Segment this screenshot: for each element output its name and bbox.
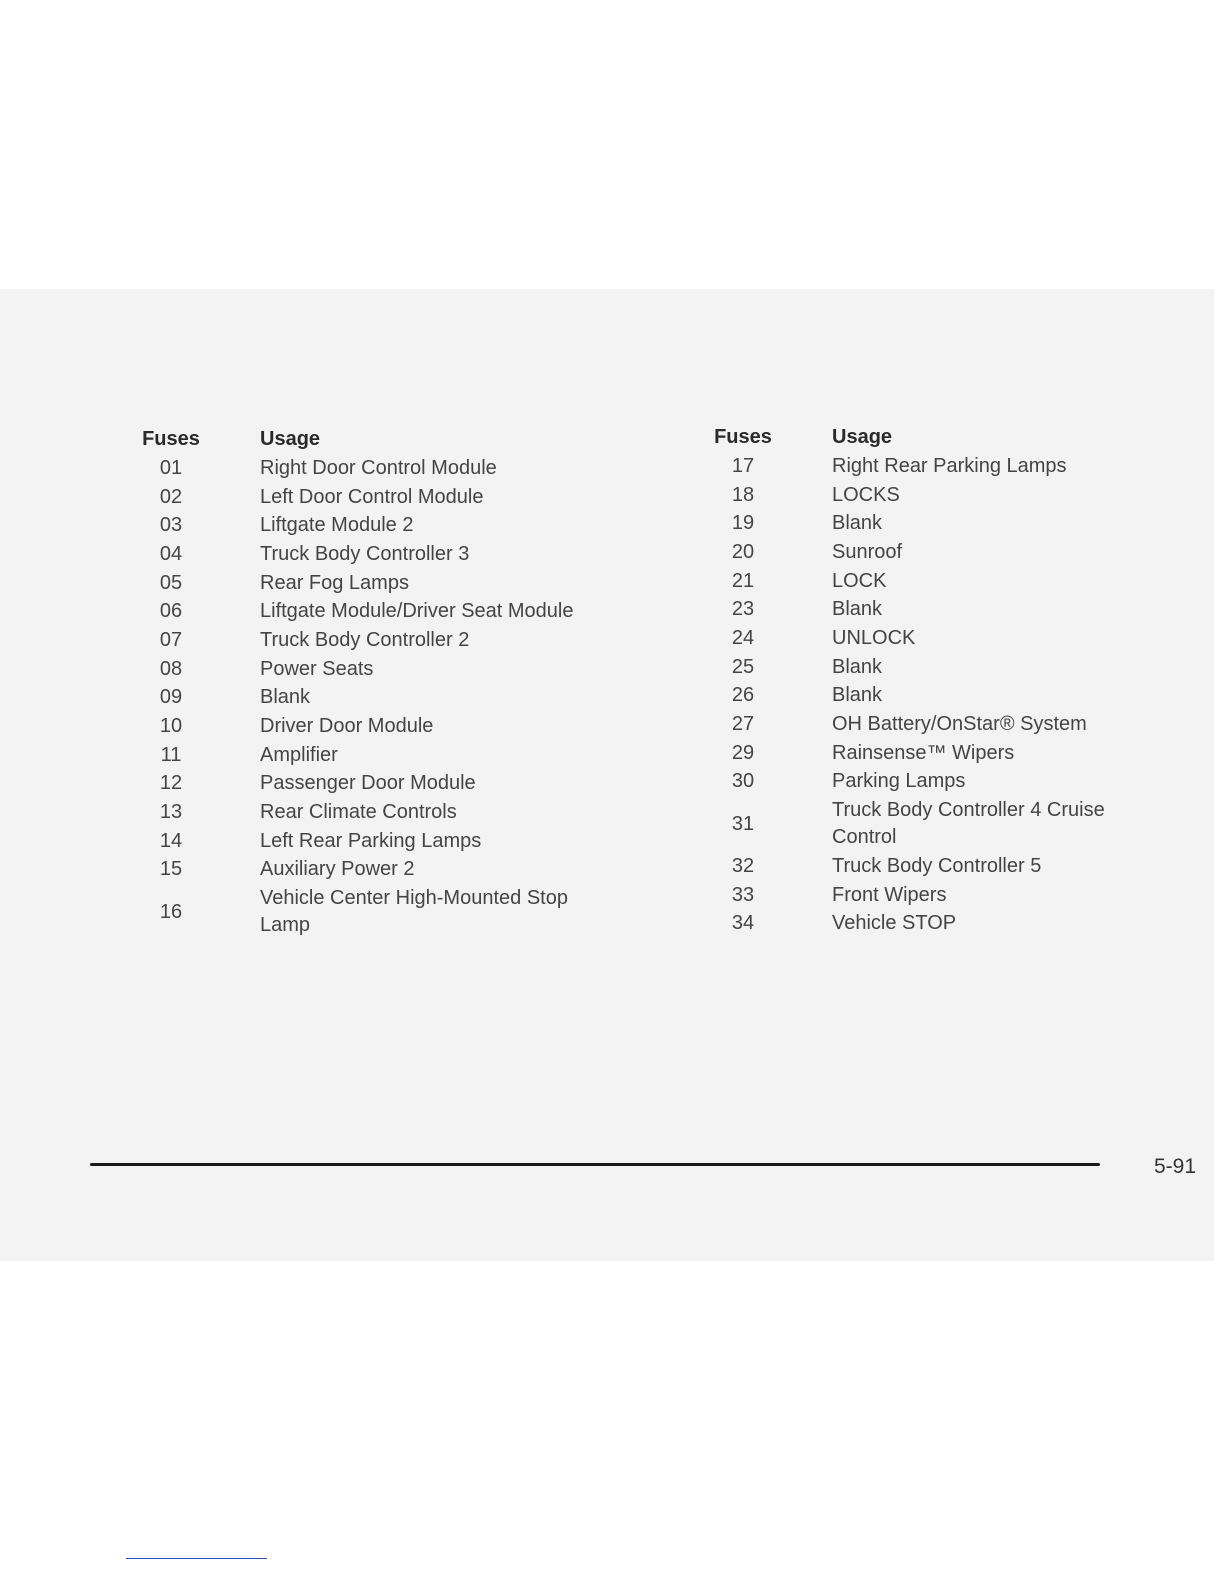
table-row [136, 511, 610, 540]
fuse-number: 31 [731, 812, 755, 835]
fuse-usage: Rainsense™ Wipers [832, 741, 1015, 764]
table-row [136, 741, 610, 770]
table-row [708, 653, 1142, 682]
table-row [136, 798, 610, 827]
table-row [136, 827, 610, 856]
fuse-number: 33 [731, 883, 755, 906]
fuse-number: 23 [731, 598, 755, 621]
fuse-number: 34 [731, 912, 755, 935]
fuse-number: 18 [731, 483, 755, 506]
fuse-number: 10 [159, 715, 183, 738]
fuse-usage-line: Truck Body Controller 4 Cruise [832, 799, 1105, 822]
table-row [136, 626, 610, 655]
fuse-usage: Liftgate Module/Driver Seat Module [260, 600, 574, 623]
fuse-number: 08 [159, 657, 183, 680]
fuse-usage-line: Vehicle Center High-Mounted Stop [260, 887, 568, 910]
fuse-usage: LOCKS [832, 483, 900, 506]
fuse-table-left [136, 424, 610, 940]
fuse-usage: Passenger Door Module [260, 772, 476, 795]
fuse-usage: Vehicle STOP [832, 912, 957, 935]
table-row [708, 509, 1142, 538]
table-row [136, 655, 610, 684]
fuse-usage: Left Door Control Module [260, 485, 484, 508]
fuse-usage: Blank [832, 598, 883, 621]
footer-rule [90, 1163, 1100, 1166]
fuse-number: 32 [731, 855, 755, 878]
fuse-number: 20 [731, 540, 755, 563]
table-row [136, 684, 610, 713]
table-row [708, 881, 1142, 910]
fuse-usage-line: Control [832, 826, 897, 849]
fuse-usage: LOCK [832, 569, 887, 592]
fuse-number: 30 [731, 770, 755, 793]
fuse-number: 07 [159, 628, 183, 651]
fuse-usage: Truck Body Controller 3 [260, 542, 470, 565]
table-row [708, 910, 1142, 939]
fuse-usage: Driver Door Module [260, 715, 434, 738]
table-row [708, 452, 1142, 481]
fuse-number: 15 [159, 858, 183, 881]
fuse-usage: Blank [260, 686, 311, 709]
fuse-usage: Blank [832, 684, 883, 707]
table-row [136, 540, 610, 569]
table-row [136, 597, 610, 626]
table-row [708, 481, 1142, 510]
table-row [136, 856, 610, 885]
fuse-number: 11 [160, 743, 182, 766]
fuse-number: 05 [159, 571, 183, 594]
table-header-row [136, 424, 610, 454]
table-row [708, 682, 1142, 711]
table-row [136, 770, 610, 799]
fuse-usage: Truck Body Controller 5 [832, 855, 1042, 878]
table-row [708, 595, 1142, 624]
fuse-usage: Sunroof [832, 540, 903, 563]
table-row [708, 624, 1142, 653]
usage-column-header: Usage [832, 425, 893, 448]
fuse-usage [832, 796, 1142, 852]
table-row [708, 852, 1142, 881]
fuse-usage: Rear Climate Controls [260, 801, 457, 824]
table-row [136, 712, 610, 741]
fuse-usage: Liftgate Module 2 [260, 514, 414, 537]
fuse-usage [260, 884, 610, 940]
fuse-usage: Auxiliary Power 2 [260, 858, 415, 881]
fuse-number: 16 [159, 900, 183, 923]
fuse-usage: Right Rear Parking Lamps [832, 454, 1067, 477]
fuse-usage: Rear Fog Lamps [260, 571, 409, 594]
table-header-row [708, 422, 1142, 452]
table-row [136, 483, 610, 512]
fuse-number: 26 [731, 684, 755, 707]
fuse-usage: Truck Body Controller 2 [260, 628, 470, 651]
table-row [136, 454, 610, 483]
fuse-usage: Front Wipers [832, 883, 947, 906]
fuse-usage: Blank [832, 512, 883, 535]
fuse-usage: Left Rear Parking Lamps [260, 829, 482, 852]
fuse-usage: Right Door Control Module [260, 456, 497, 479]
fuse-number: 12 [159, 772, 183, 795]
fuse-table-right [708, 422, 1142, 938]
fuse-number: 27 [731, 713, 755, 736]
table-row [708, 739, 1142, 768]
usage-column-header: Usage [260, 427, 321, 450]
fuse-number: 14 [159, 829, 183, 852]
fuse-number: 06 [159, 600, 183, 623]
fuse-number: 29 [731, 741, 755, 764]
fuse-number: 13 [159, 801, 183, 824]
fuse-usage-line: Lamp [260, 914, 311, 937]
fuse-number: 02 [159, 485, 183, 508]
fuse-number: 03 [159, 514, 183, 537]
fuse-usage: Blank [832, 655, 883, 678]
bottom-link-underline [126, 1558, 267, 1559]
fuses-column-header: Fuses [142, 427, 200, 450]
fuse-number: 19 [731, 512, 755, 535]
fuse-usage: Parking Lamps [832, 770, 966, 793]
fuse-number: 01 [159, 456, 183, 479]
fuse-number: 24 [731, 626, 755, 649]
page-number: 5-91 [1154, 1155, 1197, 1178]
fuse-number: 09 [159, 686, 183, 709]
table-row [708, 710, 1142, 739]
table-row [136, 884, 610, 940]
table-row [708, 567, 1142, 596]
fuse-usage: Amplifier [260, 743, 338, 766]
table-row [708, 796, 1142, 852]
fuse-usage: UNLOCK [832, 626, 916, 649]
fuse-usage: Power Seats [260, 657, 374, 680]
fuses-column-header: Fuses [714, 425, 772, 448]
fuse-number: 21 [731, 569, 755, 592]
fuse-number: 17 [731, 454, 755, 477]
table-row [708, 768, 1142, 797]
fuse-number: 04 [159, 542, 183, 565]
fuse-number: 25 [731, 655, 755, 678]
table-row [136, 569, 610, 598]
table-row [708, 538, 1142, 567]
fuse-usage: OH Battery/OnStar® System [832, 713, 1087, 736]
